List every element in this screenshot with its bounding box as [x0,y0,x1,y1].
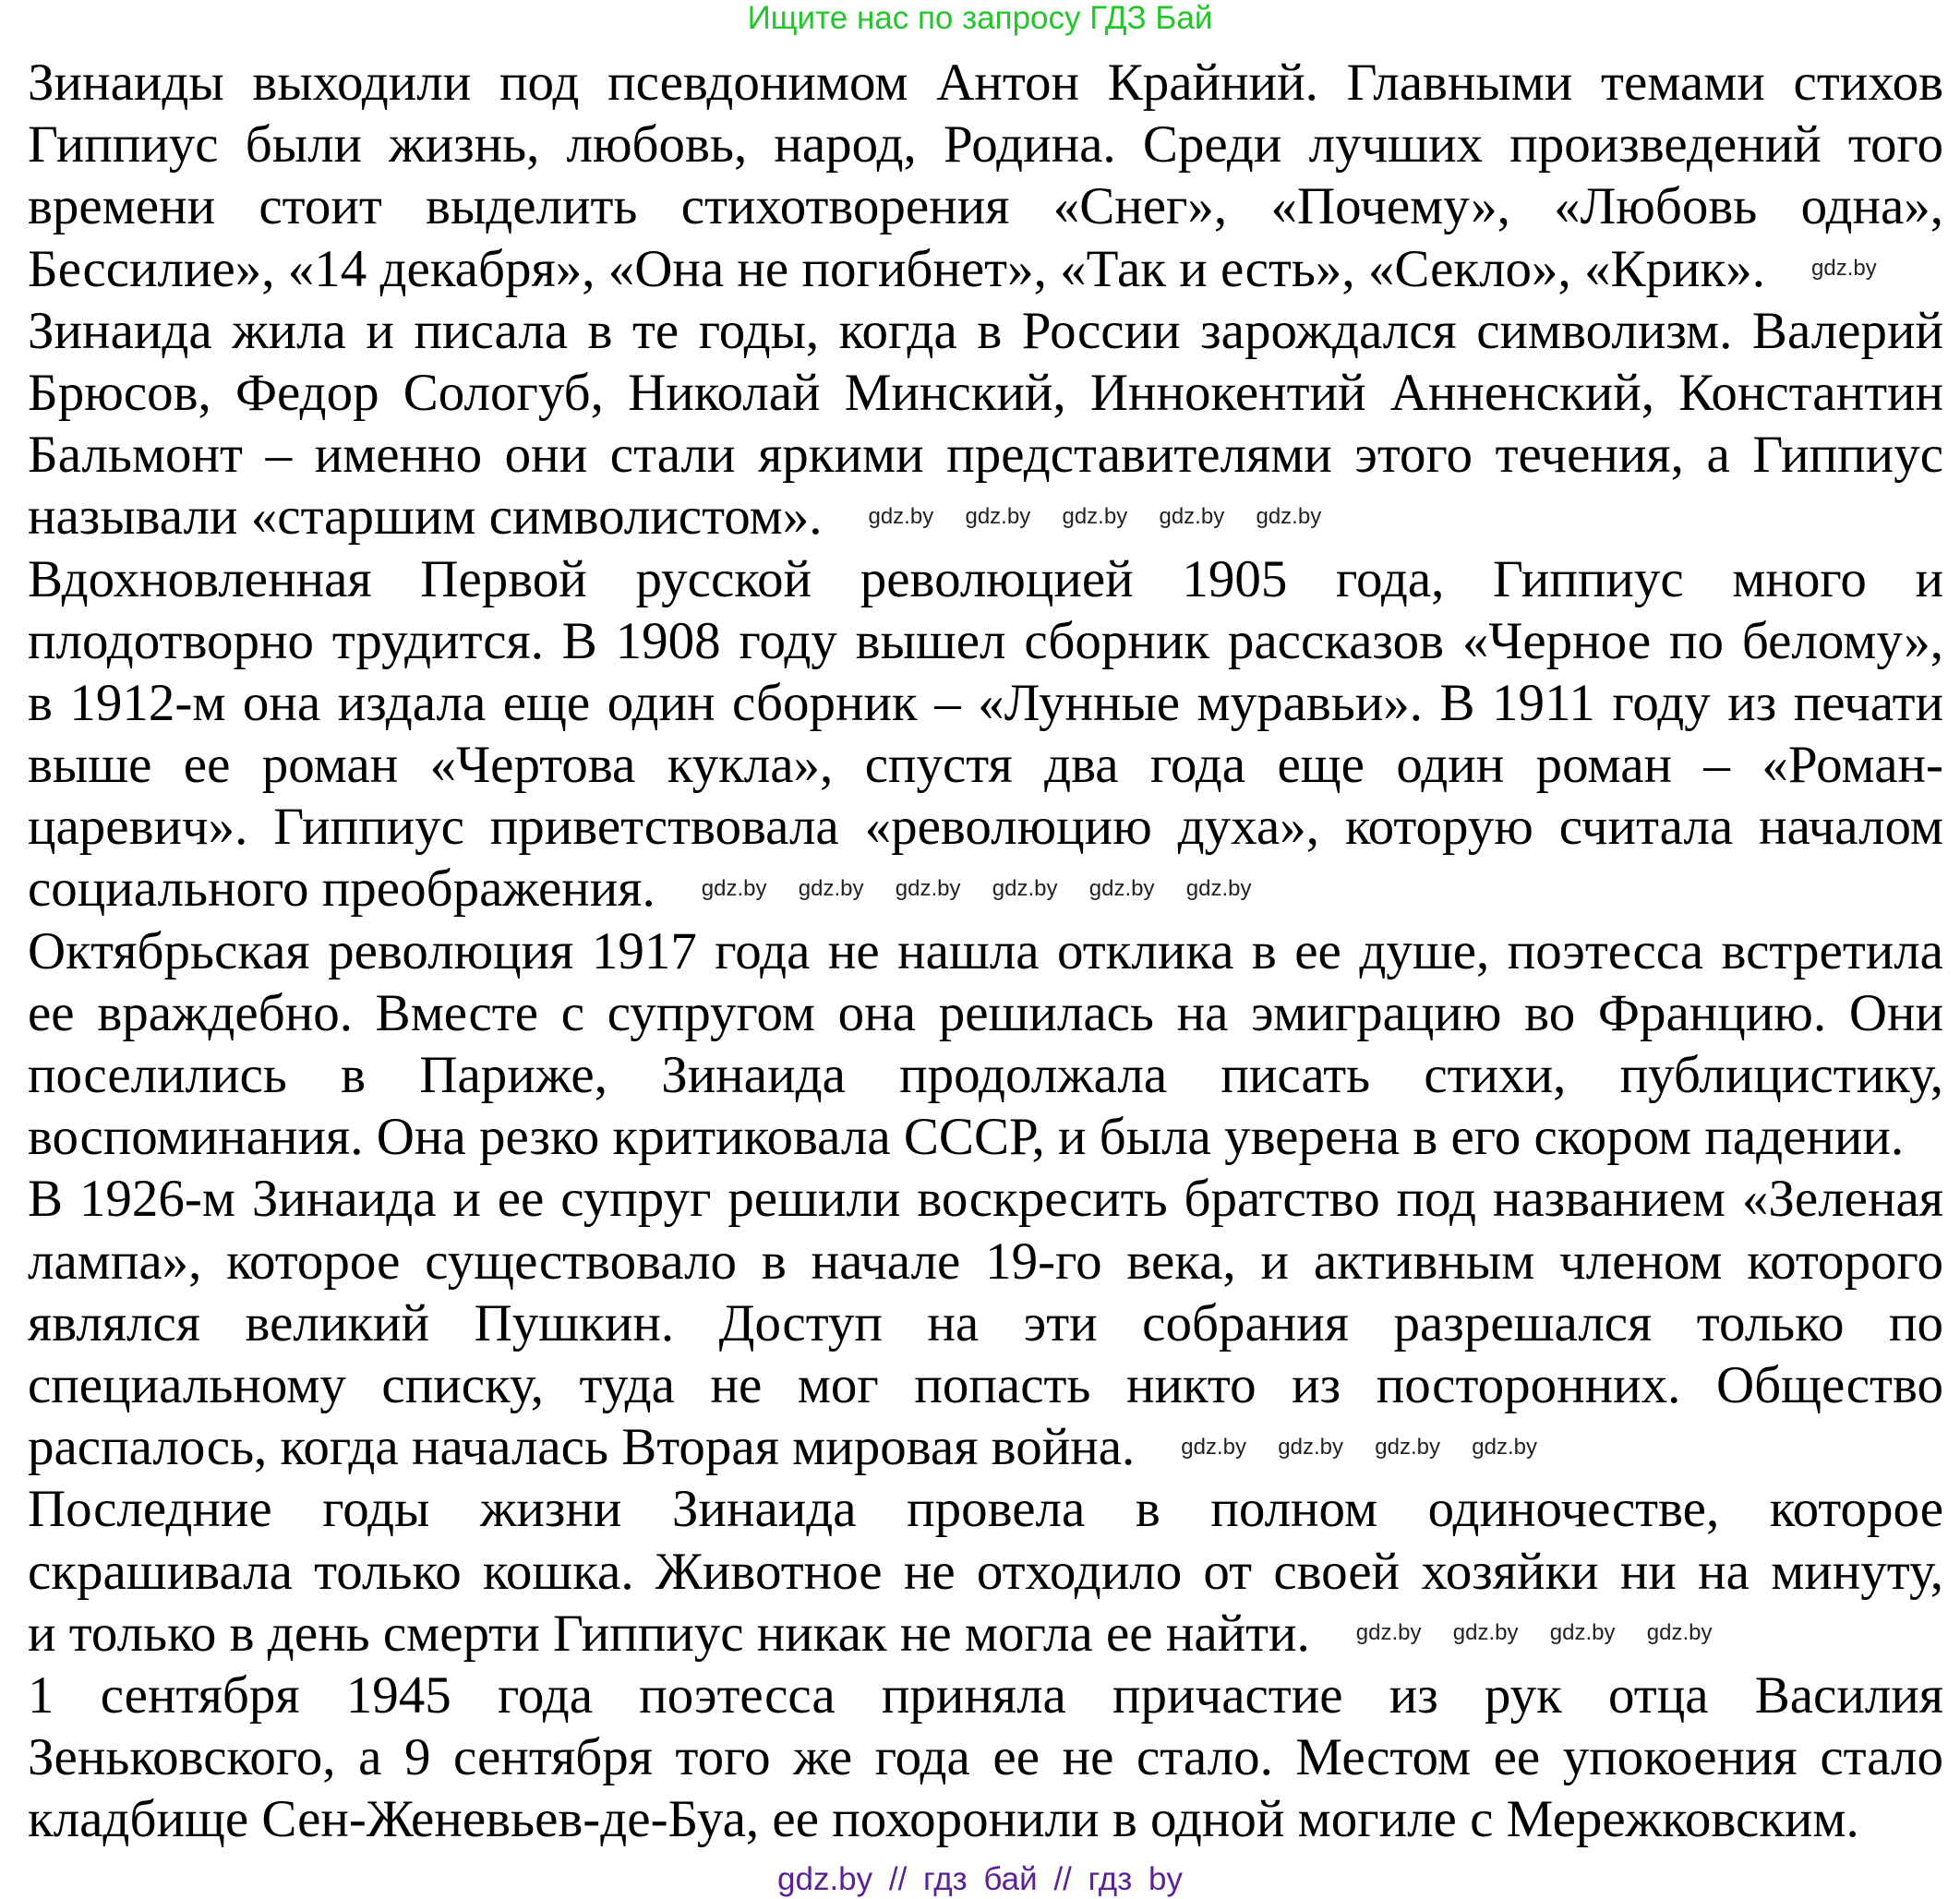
watermark: gdz.by [1452,1620,1519,1646]
document-body [28,52,1943,1850]
text-line: поселились в Париже, Зинаида продолжала писать стихи, публицистику, [28,1046,1943,1104]
text-line: Вдохновленная Первой русской революцией 1905 года, Гиппиус много и [28,549,1943,608]
watermark: gdz.by [868,503,934,529]
text-line: Брюсов, Федор Сологуб, Николай Минский, Иннокентий Анненский, Константин [28,363,1943,422]
paragraph [28,52,1943,300]
footer-banner: gdz.by // гдз бай // гдз by [777,1861,1183,1897]
watermark: gdz.by [1278,1434,1343,1460]
text-line: в 1912-м она издала еще один сборник – «Лунные муравьи». В 1911 году из печати [28,673,1943,732]
watermark: gdz.by [1181,1434,1246,1460]
text-line [28,238,1943,300]
text-line-content: Бессилие», «14 декабря», «Она не погибнет», «Так и есть», «Секло», «Крик». [28,239,1766,298]
text-line: скрашивала только кошка. Животное не отходило от своей хозяйки ни на минуту, [28,1542,1943,1601]
text-line: специальному списку, туда не мог попасть никто из посторонних. Общество [28,1355,1943,1414]
watermark: gdz.by [1646,1620,1713,1646]
text-line-content: воспоминания. Она резко критиковала СССР, и была уверена в его скором падении. [28,1108,1905,1167]
text-line [28,1106,1943,1168]
watermark: gdz.by [1159,503,1225,529]
watermark: gdz.by [1472,1434,1537,1460]
text-line [28,1416,1943,1478]
text-line-content: кладбище Сен-Женевьев-де-Буа, ее похоронили в одной могиле с Мережковским. [28,1790,1859,1849]
watermark: gdz.by [1355,1620,1422,1646]
text-line: Гиппиус были жизнь, любовь, народ, Родина. Среди лучших произведений того [28,115,1943,174]
watermark: gdz.by [992,876,1058,902]
text-line: Октябрьская революция 1917 года не нашла отклика в ее душе, поэтесса встретила [28,921,1943,980]
text-line: В 1926-м Зинаида и ее супруг решили воскресить братство под названием «Зеленая [28,1170,1943,1229]
watermark: gdz.by [1062,503,1128,529]
watermark: gdz.by [798,876,864,902]
text-line: являлся великий Пушкин. Доступ на эти собрания разрешался только по [28,1293,1943,1352]
text-line: выше ее роман «Чертова кукла», спустя два года еще один роман – «Роман- [28,736,1943,795]
watermark: gdz.by [1375,1434,1440,1460]
text-line: Последние годы жизни Зинаида провела в полном одиночестве, которое [28,1480,1943,1539]
paragraph [28,920,1943,1169]
paragraph [28,548,1943,920]
watermark: gdz.by [965,503,1031,529]
text-line: плодотворно трудится. В 1908 году вышел сборник рассказов «Черное по белому», [28,611,1943,670]
paragraph [28,1168,1943,1478]
watermark: gdz.by [1256,503,1322,529]
text-line: Зеньковского, а 9 сентября того же года ее не стало. Местом ее упокоения стало [28,1728,1943,1787]
text-line-content: называли «старшим символистом». [28,487,823,547]
paragraph [28,1665,1943,1851]
watermark: gdz.by [1088,876,1155,902]
watermark: gdz.by [1811,256,1877,282]
text-line-content: и только в день смерти Гиппиус никак не могла ее найти. [28,1604,1310,1663]
text-line [28,858,1943,919]
text-line: Зинаиды выходили под псевдонимом Антон Крайний. Главными темами стихов [28,54,1943,112]
text-line: ее враждебно. Вместе с супругом она решилась на эмиграцию во Францию. Они [28,983,1943,1042]
watermark: gdz.by [701,876,767,902]
text-line-content: социального преображения. [28,859,655,919]
text-line: Зинаида жила и писала в те годы, когда в России зарождался символизм. Валерий [28,301,1943,360]
text-line: времени стоит выделить стихотворения «Снег», «Почему», «Любовь одна», [28,177,1943,236]
text-line: 1 сентября 1945 года поэтесса приняла причастие из рук отца Василия [28,1665,1943,1725]
text-line: Бальмонт – именно они стали яркими представителями этого течения, а Гиппиус [28,426,1943,485]
header-banner: Ищите нас по запросу ГДЗ Бай [747,0,1213,36]
text-line [28,1788,1943,1850]
text-line: царевич». Гиппиус приветствовала «революцию духа», которую считала началом [28,798,1943,857]
watermark: gdz.by [1185,876,1252,902]
watermark: gdz.by [895,876,961,902]
watermark: gdz.by [1549,1620,1616,1646]
text-line-content: распалось, когда началась Вторая мировая война. [28,1418,1136,1477]
text-line: лампа», которое существовало в начале 19-го века, и активным членом которого [28,1232,1943,1291]
